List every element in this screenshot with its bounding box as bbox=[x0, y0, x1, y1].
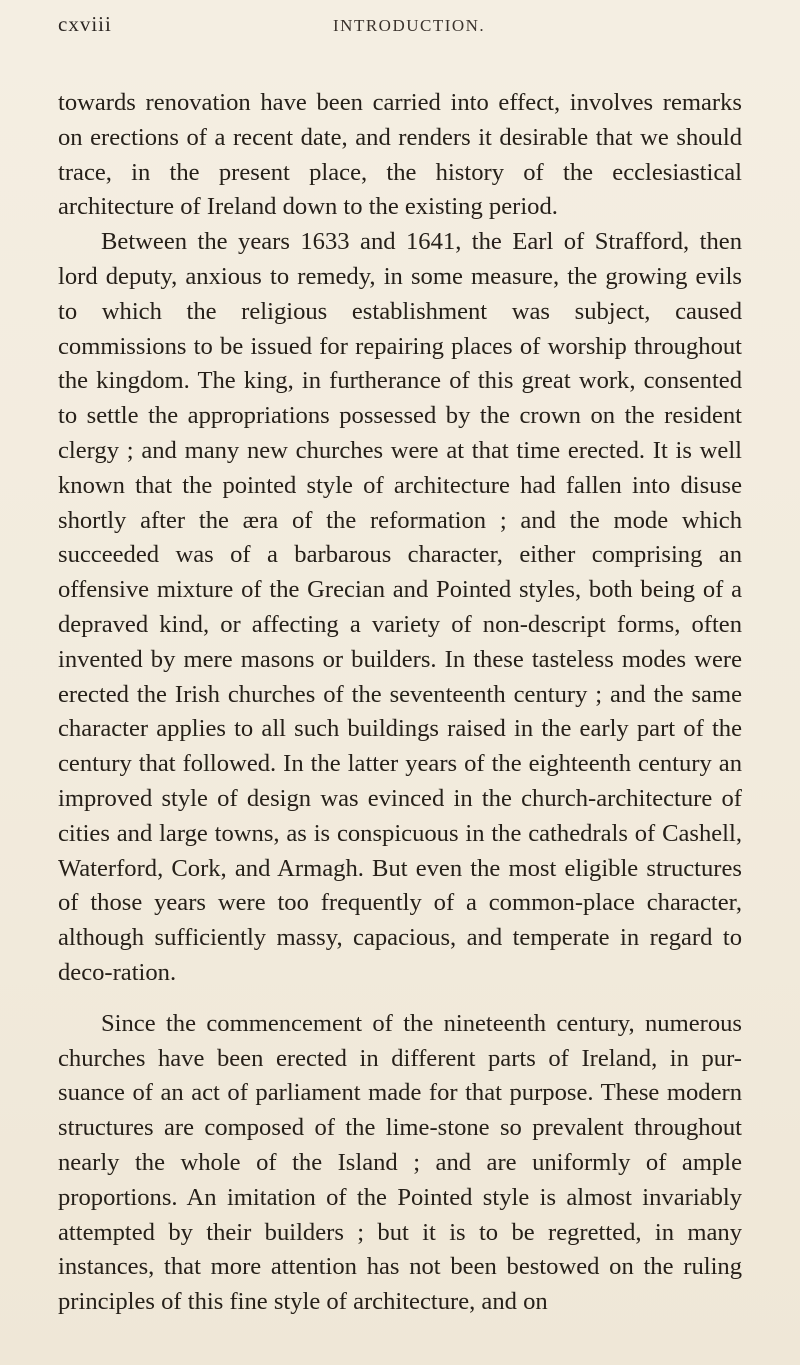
page-number: cxviii bbox=[58, 12, 112, 36]
paragraph-continuation: towards renovation have been carried into effect, involves remarks on erections of a recent date, and renders it desirable that we should trace, in the present place, the history of the ecclesiastical architecture of Ireland down to the existing period. bbox=[58, 89, 742, 221]
paragraph-gap bbox=[58, 991, 742, 1007]
paragraph-nineteenth-century: Since the commencement of the nineteenth century, numerous churches have been erected in different parts of Ireland, in pur-suance of an act of parliament made for that purpose. These modern structures are composed of the lime-stone so prevalent throughout nearly the whole of the Island ; and are uniformly of ample proportions. An imitation of the Pointed style is almost invariably attempted by their builders ; but it is to be regretted, in many instances, that more attention has not been bestowed on the ruling principles of this fine style of architecture, and on bbox=[58, 1009, 742, 1316]
running-head bbox=[58, 12, 742, 48]
paragraph-strafford: Between the years 1633 and 1641, the Earl of Strafford, then lord deputy, anxious to remedy, in some measure, the growing evils to which the religious establishment was subject, caused commissions to be issued for repairing places of worship throughout the kingdom. The king, in furtherance of this great work, consented to settle the appropriations possessed by the crown on the resident clergy ; and many new churches were at that time erected. It is well known that the pointed style of architecture had fallen into disuse shortly after the æra of the reformation ; and the mode which succeeded was of a barbarous character, either comprising an offensive mixture of the Grecian and Pointed styles, both being of a depraved kind, or affecting a variety of non-descript forms, often invented by mere masons or builders. In these tasteless modes were erected the Irish churches of the seventeenth century ; and the same character applies to all such buildings raised in the early part of the century that followed. In the latter years of the eighteenth century an improved style of design was evinced in the church-architecture of cities and large towns, as is conspicuous in the cathedrals of Cashell, Waterford, Cork, and Armagh. But even the most eligible structures of those years were too frequently of a common-place character, although sufficiently massy, capacious, and temperate in regard to deco-ration. bbox=[58, 228, 742, 986]
body-text bbox=[58, 86, 742, 1320]
running-title: INTRODUCTION. bbox=[333, 16, 486, 35]
